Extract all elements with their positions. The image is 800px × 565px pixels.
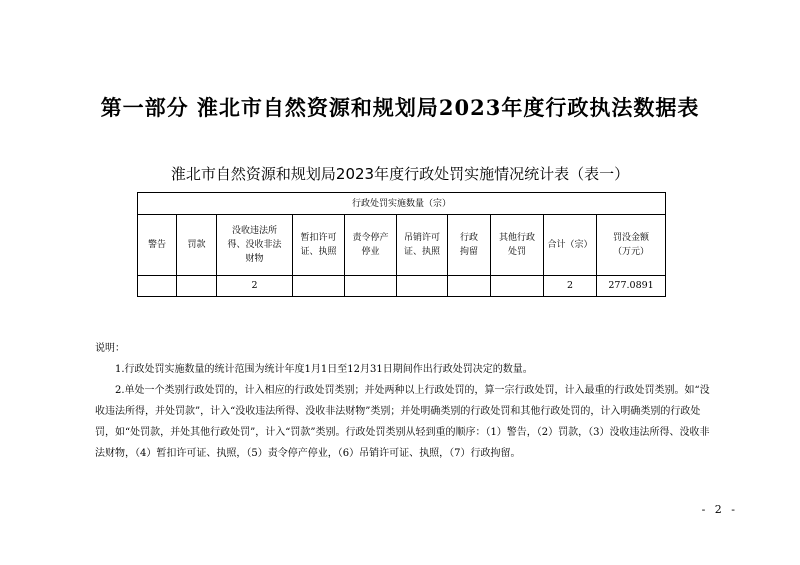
notes-section — [95, 338, 715, 464]
note-item: 1.行政处罚实施数量的统计范围为统计年度1月1日至12月31日期间作出行政处罚决定的数量。 — [115, 364, 533, 375]
column-header: 吊销许可证、执照 — [397, 215, 448, 276]
table-cell — [491, 276, 544, 297]
notes-heading: 说明： — [95, 343, 125, 354]
column-header: 罚款 — [177, 215, 217, 276]
table-cell — [397, 276, 448, 297]
table-row — [138, 276, 666, 297]
column-header: 暂扣许可证、执照 — [293, 215, 345, 276]
column-header: 警告 — [138, 215, 177, 276]
column-header: 行政拘留 — [448, 215, 491, 276]
table-cell — [345, 276, 397, 297]
table-cell: 2 — [544, 276, 597, 297]
column-header: 其他行政处罚 — [491, 215, 544, 276]
column-header: 罚没金额（万元） — [597, 215, 666, 276]
column-header: 没收违法所得、没收非法财物 — [217, 215, 293, 276]
column-header: 责令停产停业 — [345, 215, 397, 276]
note-item: 2.单处一个类别行政处罚的，计入相应的行政处罚类别；并处两种以上行政处罚的，算一宗行政处罚，计入最重的行政处罚类别。如“没收违法所得，并处罚款”，计入“没收违法所得、没收非法财物”类别；并处明确类别的行政处罚和其他行政处罚的，计入明确类别的行政处罚，如“处罚款，并处其他行政处罚”，计入“罚款”类别。行政处罚类别从轻到重的顺序：（1）警告，（2）罚款，（3）没收违法所得、没收非法财物，（4）暂扣许可证、执照，（5）责令停产停业，（6）吊销许可证、执照，（7）行政拘留。 — [95, 385, 710, 459]
page-number: - 2 - — [701, 503, 738, 516]
penalty-stats-table — [137, 192, 666, 297]
table-cell — [293, 276, 345, 297]
table-cell — [138, 276, 177, 297]
group-header: 行政处罚实施数量（宗） — [138, 193, 666, 215]
table-cell: 2 — [217, 276, 293, 297]
column-header: 合计（宗） — [544, 215, 597, 276]
table-cell — [177, 276, 217, 297]
table-cell — [448, 276, 491, 297]
table-cell: 277.0891 — [597, 276, 666, 297]
table-title: 淮北市自然资源和规划局2023年度行政处罚实施情况统计表（表一） — [170, 165, 630, 183]
page-title: 第一部分 淮北市自然资源和规划局2023年度行政执法数据表 — [100, 95, 700, 120]
